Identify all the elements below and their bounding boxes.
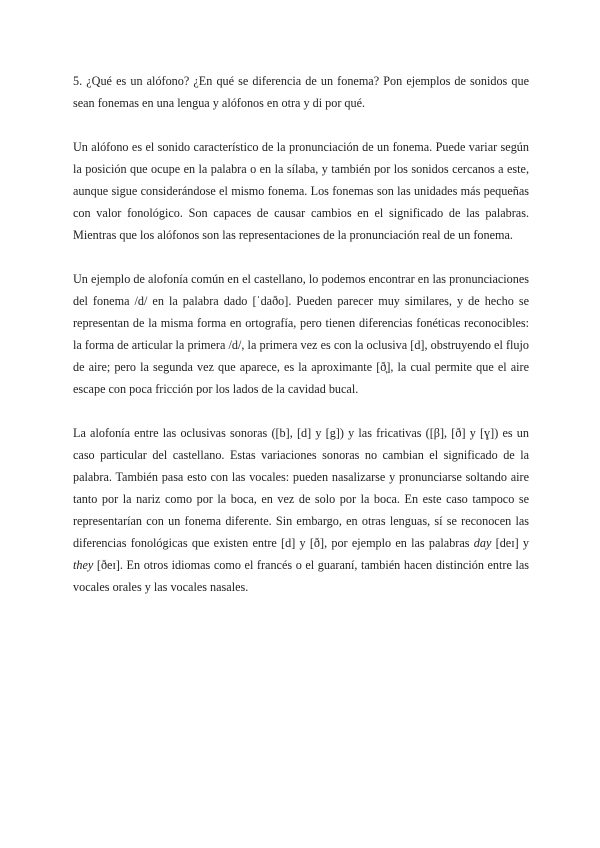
paragraph-alofonia [73, 422, 529, 598]
word-day: day [473, 536, 492, 550]
paragraph-alofonia-text-2: [deɪ] y [491, 536, 529, 550]
paragraph-alofonia-text-1: La alofonía entre las oclusivas sonoras ([b], [d] y [g]) y las fricativas ([β], [ð] y [ɣ]) es un caso particular del castellano. Estas variaciones sonoras no cambian el significado de la palabra. También pasa esto con las vocales: pueden nasalizarse y pronunciarse soltando aire tanto por la nariz como por la boca, en vez de solo por la boca. En este caso tampoco se representarían con un fonema diferente. Sin embargo, en otras lenguas, sí se reconocen las diferencias fonológicas que existen entre [d] y [ð], por ejemplo en las palabras [73, 426, 529, 550]
word-they: they [73, 558, 94, 572]
paragraph-example-dado: Un ejemplo de alofonía común en el castellano, lo podemos encontrar en las pronunciaciones del fonema /d/ en la palabra dado [ˈdaðo]. Pueden parecer muy similares, y de hecho se representan de la misma forma en ortografía, pero tienen diferencias fonéticas reconocibles: la forma de articular la primera /d/, la primera vez es con la oclusiva [d], obstruyendo el flujo de aire; pero la segunda vez que aparece, es la aproximante [ð̞], la cual permite que el aire escape con poca fricción por los lados de la cavidad bucal. [73, 272, 529, 396]
document-page [73, 70, 529, 598]
paragraph-definition: Un alófono es el sonido característico de la pronunciación de un fonema. Puede variar según la posición que ocupe en la palabra o en la sílaba, y también por los sonidos cercanos a este, aunque sigue considerándose el mismo fonema. Los fonemas son las unidades más pequeñas con valor fonológico. Son capaces de causar cambios en el significado de las palabras. Mientras que los alófonos son las representaciones de la pronunciación real de un fonema. [73, 140, 529, 242]
paragraph-alofonia-text-3: [ðeɪ]. En otros idiomas como el francés o el guaraní, también hacen distinción entre las vocales orales y las vocales nasales. [73, 558, 529, 594]
question-text: 5. ¿Qué es un alófono? ¿En qué se diferencia de un fonema? Pon ejemplos de sonidos que sean fonemas en una lengua y alófonos en otra y di por qué. [73, 74, 529, 110]
